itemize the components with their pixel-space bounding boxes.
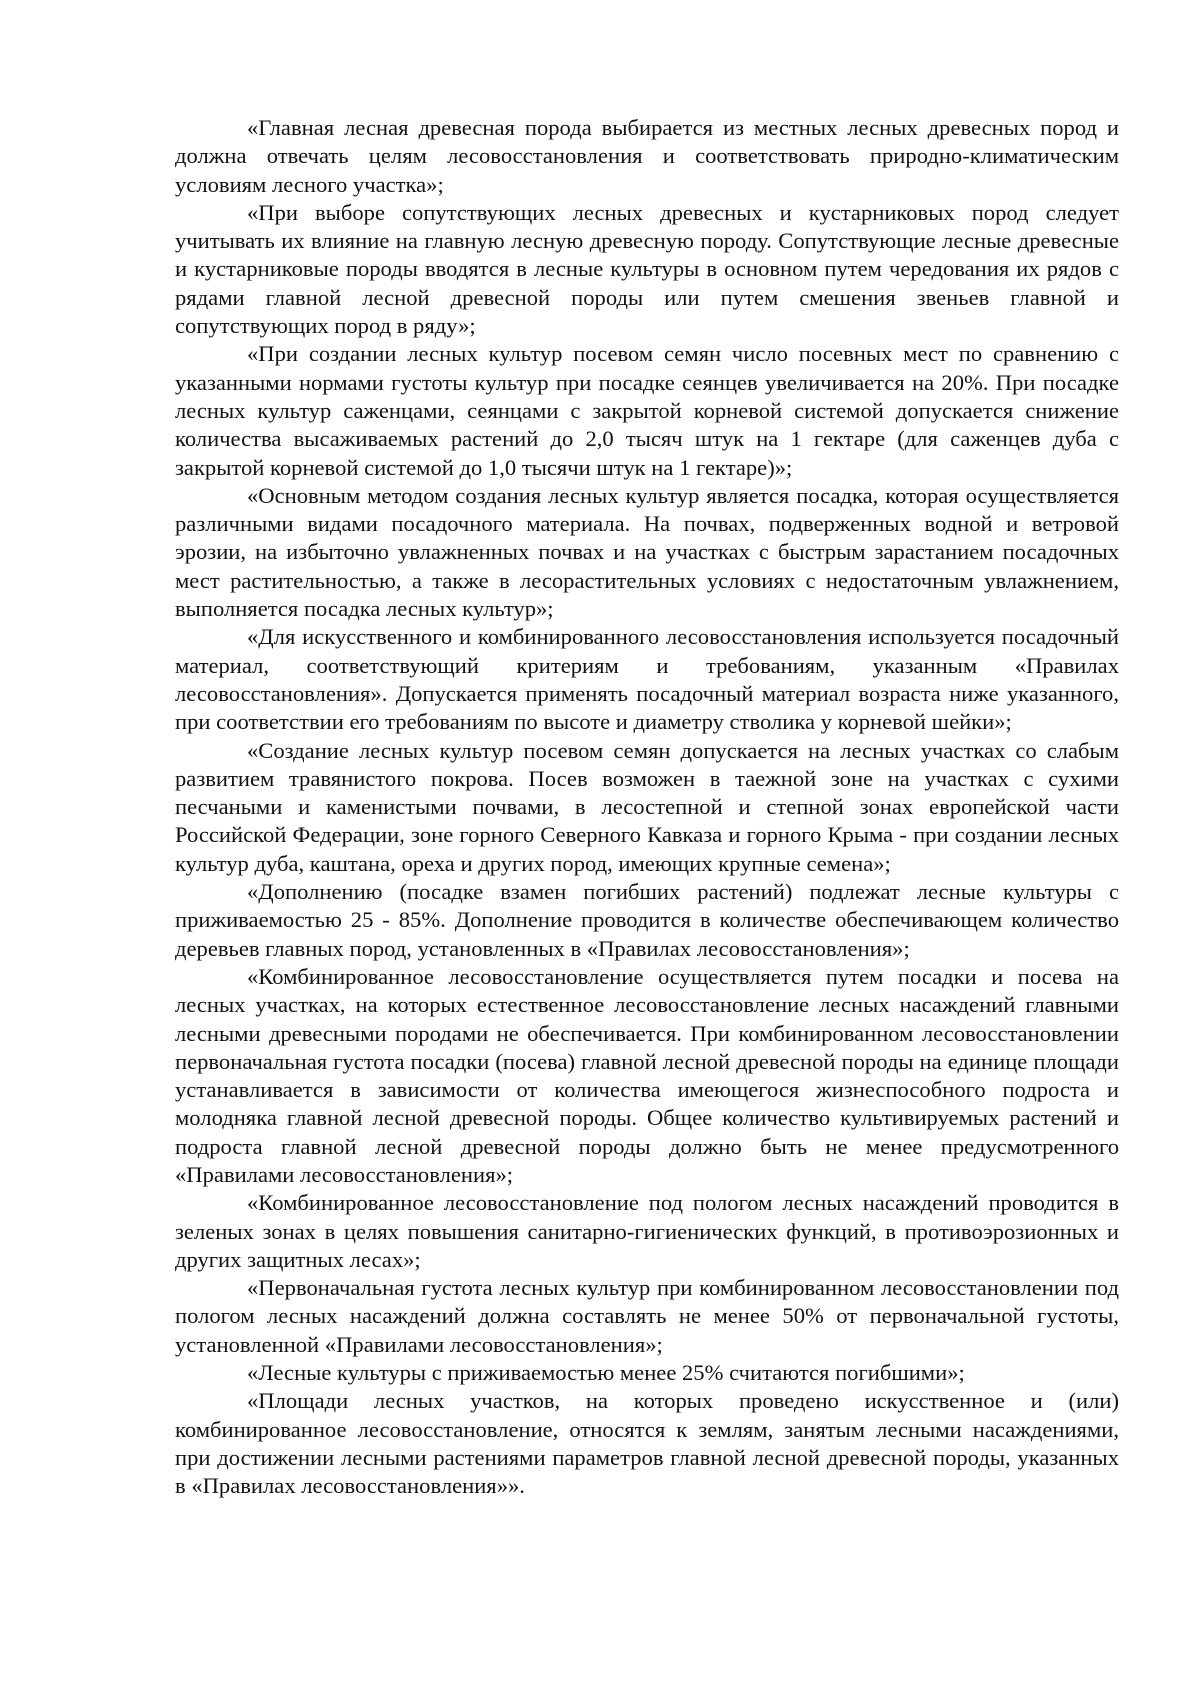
paragraph-forest-lands: «Площади лесных участков, на которых проведено искусственное и (или) комбинированное лесовосстановление, относятся к землям, занятым лесными насаждениями, при достижении лесными растениями параметров главной лесной древесной породы, указанных в «Правилах лесовосстановления»».: [175, 1388, 1119, 1499]
paragraph-initial-density: «Первоначальная густота лесных культур при комбинированном лесовосстановлении под пологом лесных насаждений должна составлять не менее 50% от первоначальной густоты, установленной «Правилами лесовосстановления»;: [175, 1275, 1119, 1357]
paragraph-seed-sowing: «Создание лесных культур посевом семян допускается на лесных участках со слабым развитием травянистого покрова. Посев возможен в таежной зоне на участках с сухими песчаными и каменистыми почвами, в лесостепной и степной зонах европейской части Российской Федерации, зоне горного Северного Кавказа и горного Крыма - при создании лесных культур дуба, каштана, ореха и других пород, имеющих крупные семена»;: [175, 737, 1119, 876]
paragraph-main-species: «Главная лесная древесная порода выбирается из местных лесных древесных пород и должна отвечать целям лесовосстановления и соответствовать природно-климатическим условиям лесного участка»;: [175, 115, 1119, 197]
paragraph-supplementation: «Дополнению (посадке взамен погибших растений) подлежат лесные культуры с приживаемостью 25 - 85%. Дополнение проводится в количестве обеспечивающем количество деревьев главных пород, установленных в «Правилах лесовосстановления»;: [175, 879, 1119, 961]
paragraph-under-canopy: «Комбинированное лесовосстановление под пологом лесных насаждений проводится в зеленых зонах в целях повышения санитарно-гигиенических функций, в противоэрозионных и других защитных лесах»;: [175, 1190, 1119, 1272]
paragraph-failed-cultures: «Лесные культуры с приживаемостью менее 25% считаются погибшими»;: [247, 1360, 965, 1386]
paragraph-combined-reforestation: «Комбинированное лесовосстановление осуществляется путем посадки и посева на лесных участках, на которых естественное лесовосстановление лесных насаждений главными лесными древесными породами не обеспечивается. При комбинированном лесовосстановлении первоначальная густота посадки (посева) главной лесной древесной породы на единице площади устанавливается в зависимости от количества имеющегося жизнеспособного подроста и молодняка главной лесной древесной породы. Общее количество культивируемых растений и подроста главной лесной древесной породы должно быть не менее предусмотренного «Правилами лесовосстановления»;: [175, 963, 1119, 1187]
document-body: [175, 114, 1119, 1501]
paragraph-planting-material: «Для искусственного и комбинированного лесовосстановления используется посадочный материал, соответствующий критериям и требованиям, указанным «Правилах лесовосстановления». Допускается применять посадочный материал возраста ниже указанного, при соответствии его требованиям по высоте и диаметру стволика у корневой шейки»;: [175, 624, 1119, 735]
paragraph-planting-method: «Основным методом создания лесных культур является посадка, которая осуществляется различными видами посадочного материала. На почвах, подверженных водной и ветровой эрозии, на избыточно увлажненных почвах и на участках с быстрым зарастанием посадочных мест растительностью, а также в лесорастительных условиях с недостаточным увлажнением, выполняется посадка лесных культур»;: [175, 482, 1119, 622]
paragraph-seeding-density: «При создании лесных культур посевом семян число посевных мест по сравнению с указанными нормами густоты культур при посадке сеянцев увеличивается на 20%. При посадке лесных культур саженцами, сеянцами с закрытой корневой системой допускается снижение количества высаживаемых растений до 2,0 тысяч штук на 1 гектаре (для саженцев дуба с закрытой корневой системой до 1,0 тысячи штук на 1 гектаре)»;: [175, 341, 1119, 480]
paragraph-accompanying-species: «При выборе сопутствующих лесных древесных и кустарниковых пород следует учитывать их влияние на главную лесную древесную породу. Сопутствующие лесные древесные и кустарниковые породы вводятся в лесные культуры в основном путем чередования их рядов с рядами главной лесной древесной породы или путем смешения звеньев главной и сопутствующих пород в ряду»;: [175, 199, 1119, 339]
